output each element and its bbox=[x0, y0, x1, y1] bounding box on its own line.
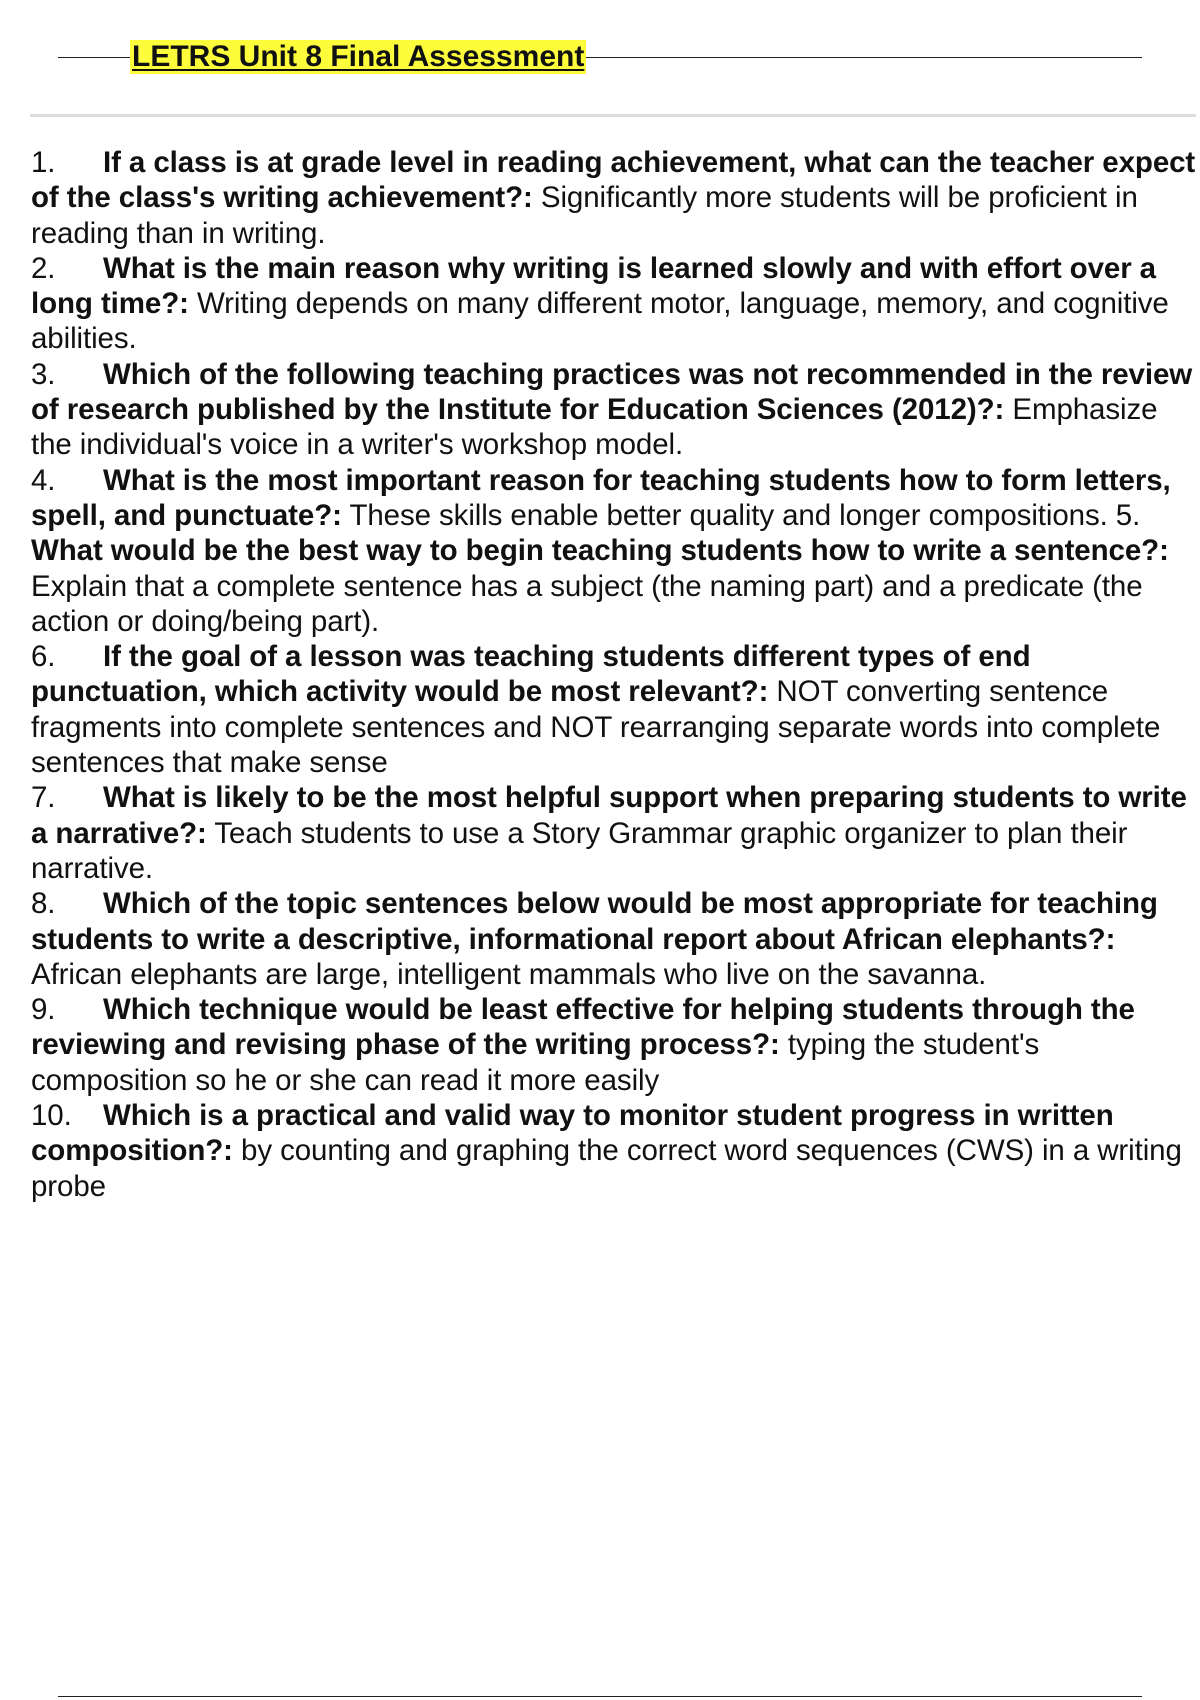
title-row bbox=[58, 38, 1142, 78]
answer-text: These skills enable better quality and longer compositions. bbox=[349, 498, 1108, 532]
question-text: Which of the topic sentences below would be most appropriate for teaching students to write a descriptive, informational report about African elephants?: bbox=[31, 887, 1158, 956]
answer-text: Explain that a complete sentence has a subject (the naming part) and a predicate (the action or doing/being part). bbox=[31, 569, 1143, 638]
question-text: Which is a practical and valid way to monitor student progress in written composition?: bbox=[31, 1099, 1114, 1168]
question-text: Which of the following teaching practices was not recommended in the review of research published by the Institute for Education Sciences (2012)?: bbox=[31, 357, 1193, 427]
question-number: 2. bbox=[31, 251, 56, 285]
question-number: 5. bbox=[1115, 498, 1141, 532]
question-number: 9. bbox=[31, 993, 56, 1027]
question-item-6 bbox=[31, 639, 1199, 780]
question-text: What is the main reason why writing is learned slowly and with effort over a long time?: bbox=[31, 251, 1156, 321]
question-text: What would be the best way to begin teaching students how to write a sentence?: bbox=[31, 534, 1169, 568]
question-number: 3. bbox=[31, 357, 56, 391]
question-number: 7. bbox=[31, 781, 56, 815]
document-title: LETRS Unit 8 Final Assessment bbox=[132, 40, 585, 73]
question-text: What is likely to be the most helpful support when preparing students to write a narrative?: bbox=[31, 781, 1187, 850]
answer-text: NOT converting sentence fragments into complete sentences and NOT rearranging separate words into complete sentences that make sense bbox=[31, 675, 1161, 780]
question-item-2 bbox=[31, 251, 1199, 357]
question-number: 6. bbox=[31, 640, 56, 674]
question-text: Which technique would be least effective for helping students through the reviewing and revising phase of the writing process?: bbox=[31, 993, 1135, 1062]
answer-text: typing the student's composition so he or she can read it more easily bbox=[31, 1028, 1040, 1097]
question-item-1 bbox=[31, 145, 1199, 251]
question-number: 4. bbox=[31, 463, 56, 497]
question-text: If the goal of a lesson was teaching students different types of end punctuation, which activity would be most relevant?: bbox=[31, 640, 1031, 709]
question-item-10 bbox=[31, 1098, 1199, 1204]
question-item-7 bbox=[31, 780, 1199, 886]
header-separator bbox=[30, 114, 1196, 117]
answer-text: by counting and graphing the correct word sequences (CWS) in a writing probe bbox=[31, 1134, 1182, 1203]
question-number: 8. bbox=[31, 887, 56, 921]
question-number: 10. bbox=[31, 1099, 72, 1133]
answer-text: Emphasize the individual's voice in a writer's workshop model. bbox=[31, 393, 1158, 462]
answer-text: Teach students to use a Story Grammar graphic organizer to plan their narrative. bbox=[31, 816, 1128, 885]
question-item-8 bbox=[31, 886, 1199, 992]
answer-text: Significantly more students will be proficient in reading than in writing. bbox=[31, 181, 1138, 250]
question-text: If a class is at grade level in reading achievement, what can the teacher expect of the class's writing achievement?: bbox=[31, 146, 1196, 215]
question-item-4-5 bbox=[31, 463, 1199, 639]
footer-line bbox=[58, 1696, 1142, 1697]
answer-text: Writing depends on many different motor, language, memory, and cognitive abilities. bbox=[31, 287, 1169, 356]
question-text: What is the most important reason for teaching students how to form letters, spell, and punctuate?: bbox=[31, 463, 1171, 532]
question-item-3 bbox=[31, 357, 1199, 463]
question-item-9 bbox=[31, 992, 1199, 1098]
answer-text: African elephants are large, intelligent mammals who live on the savanna. bbox=[31, 957, 987, 991]
assessment-content bbox=[31, 145, 1199, 1204]
question-number: 1. bbox=[31, 146, 56, 179]
